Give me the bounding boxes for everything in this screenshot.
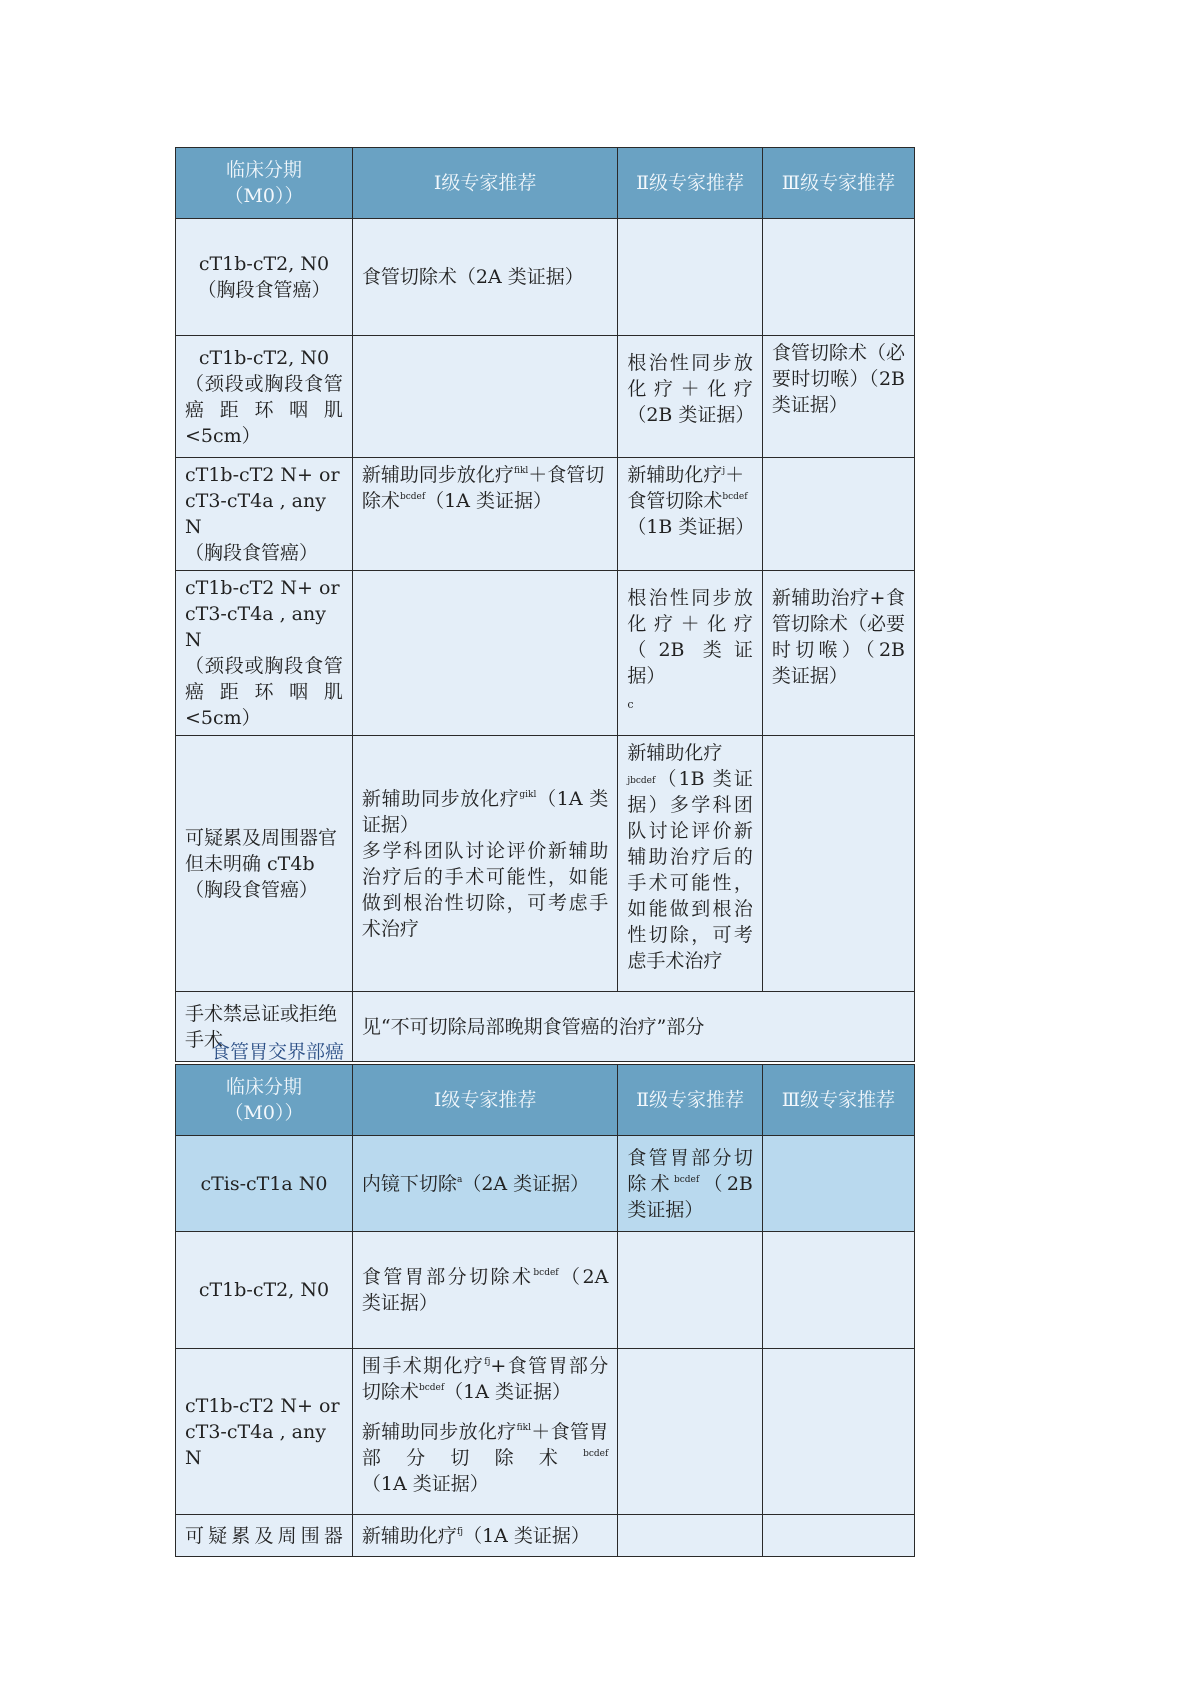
table-row: [176, 1136, 915, 1232]
stage-subtext: （颈段或胸段食管癌距环咽肌<5cm）: [185, 655, 343, 729]
header-level1: Ⅰ级专家推荐: [352, 1065, 617, 1136]
evidence-text: （2A 类证据）: [462, 1172, 590, 1195]
level3-cell: 食管切除术（必要时切喉）（2B 类证据）: [762, 336, 914, 458]
table-row: [176, 458, 915, 571]
level1-cell: 食管切除术（2A 类证据）: [352, 219, 617, 336]
rec-text: 新辅助同步放化疗: [361, 1421, 517, 1443]
rec-text: 新辅助化疗: [627, 742, 723, 764]
evidence-text: （1B 类证据）: [627, 516, 755, 538]
header-stage-line2: （M0））: [224, 1102, 304, 1124]
table-row: [176, 336, 915, 458]
stage-subtext: （胸段食管癌）: [185, 878, 319, 901]
section-title: 食管胃交界部癌: [211, 1041, 345, 1063]
level2-cell: [618, 1349, 763, 1515]
ref-sup: bcdef: [583, 1449, 609, 1459]
stage-cell: 手术禁忌证或拒绝手术: [176, 992, 353, 1062]
evidence-text: （1A 类证据）: [425, 490, 553, 512]
stage-text: cT1b-cT2 N+ or cT3-cT4a , any N: [185, 464, 340, 538]
ref-sup: a: [456, 1174, 463, 1185]
ref-sup: gikl: [519, 789, 537, 800]
header-stage-line2: （M0））: [224, 185, 304, 207]
ref-sup: fj: [456, 1526, 464, 1537]
recommendation-table-gej: [175, 1064, 915, 1557]
rec-text: 多学科团队讨论评价新辅助治疗后的手术可能性，如能做到根治性切除，可考虑手术治疗: [361, 839, 609, 940]
level1-cell: [352, 736, 617, 992]
stage-cell: [176, 336, 353, 458]
ref-sup: bcdef: [673, 1174, 700, 1185]
level2-cell: [618, 736, 763, 992]
header-level2: Ⅱ级专家推荐: [618, 148, 763, 219]
stage-cell: 可疑累及周围器: [176, 1515, 353, 1557]
level2-cell: [618, 219, 763, 336]
header-stage-line1: 临床分期: [225, 159, 302, 181]
stage-text: 可疑累及周围器官但未明确 cT4b: [185, 826, 338, 875]
stage-cell: [176, 571, 353, 736]
table-row: [176, 736, 915, 992]
stage-subtext: （颈段或胸段食管癌距环咽肌<5cm）: [185, 372, 343, 447]
rec-text: 新辅助同步放化疗: [361, 787, 520, 810]
level2-cell: [618, 1515, 763, 1557]
stage-text: cT1b-cT2 N+ or cT3-cT4a , any N: [185, 577, 340, 651]
ref-sup: fikl: [513, 466, 529, 476]
level2-cell: [618, 571, 763, 736]
level2-cell: [618, 1232, 763, 1349]
ref-sup: bcdef: [399, 492, 426, 502]
stage-text: cT1b-cT2, N0: [198, 253, 330, 275]
rec-text: （1B 类证据）多学科团队讨论评价新辅助治疗后的手术可能性，如能做到根治性切除，可考虑手术治疗: [627, 768, 753, 972]
ref-sup: fikl: [516, 1423, 531, 1433]
header-level3: Ⅲ级专家推荐: [762, 1065, 914, 1136]
table-row: [176, 219, 915, 336]
stage-subtext: （胸段食管癌）: [197, 279, 331, 301]
rec-text: +食管胃部分切除术: [361, 1355, 609, 1403]
level3-cell: [762, 736, 914, 992]
evidence-text: （1A 类证据）: [444, 1381, 572, 1403]
ref-sup: j: [722, 466, 726, 476]
level2-cell: 根治性同步放化疗＋化疗（2B 类证据）: [618, 336, 763, 458]
ref-sup: bcdef: [722, 492, 748, 502]
header-clinical-stage: [176, 1065, 353, 1136]
level1-cell: [352, 571, 617, 736]
stage-text: cT1b-cT2, N0: [198, 346, 330, 369]
level1-cell: [352, 1349, 617, 1515]
rec-text: 食管胃部分切除术: [361, 1266, 534, 1288]
table-row: [176, 1232, 915, 1349]
rec-text: ＋食管切除术: [627, 464, 745, 512]
rec-text: 新辅助化疗: [361, 1524, 457, 1547]
ref-note: c: [627, 698, 634, 711]
header-clinical-stage: [176, 148, 353, 219]
evidence-text: （2B 类证据）: [627, 1172, 753, 1221]
level1-cell: [352, 1136, 617, 1232]
stage-cell: cT1b-cT2 N+ or cT3-cT4a , any N: [176, 1349, 353, 1515]
ref-sup: jbcdef: [627, 776, 656, 786]
evidence-text: （2A 类证据）: [361, 1266, 609, 1314]
header-row: [176, 148, 915, 219]
table-row: [176, 571, 915, 736]
header-level3: Ⅲ级专家推荐: [762, 148, 914, 219]
table-row: [176, 1349, 915, 1515]
rec-text: ＋食管胃部分切除术: [361, 1421, 609, 1469]
level1-cell: [352, 458, 617, 571]
evidence-text: （1A 类证据）: [361, 1473, 489, 1495]
level3-cell: [762, 458, 914, 571]
level2-cell: [618, 458, 763, 571]
rec-text: ＋食管切除术: [361, 464, 605, 512]
stage-cell: [176, 736, 353, 992]
level1-cell: [352, 1232, 617, 1349]
table-row: [176, 1515, 915, 1557]
level3-cell: 新辅助治疗+食管切除术（必要时切喉）（2B 类证据）: [762, 571, 914, 736]
header-level1: Ⅰ级专家推荐: [352, 148, 617, 219]
level1-cell: [352, 1515, 617, 1557]
level3-cell: [762, 1232, 914, 1349]
rec-text: 新辅助化疗: [627, 464, 723, 486]
ref-sup: bcdef: [418, 1383, 445, 1393]
rec-text: 围手术期化疗: [361, 1355, 485, 1377]
header-stage-line1: 临床分期: [225, 1076, 302, 1098]
rec-text: 内镜下切除: [361, 1172, 457, 1195]
stage-subtext: （胸段食管癌）: [185, 542, 319, 564]
stage-cell: cT1b-cT2, N0: [176, 1232, 353, 1349]
level3-cell: [762, 219, 914, 336]
stage-cell: [176, 219, 353, 336]
level2-cell: [618, 1136, 763, 1232]
ref-sup: bcdef: [533, 1268, 559, 1278]
stage-cell: [176, 458, 353, 571]
level3-cell: [762, 1349, 914, 1515]
rec-text: 根治性同步放化疗＋化疗（2B 类证据）: [627, 587, 753, 687]
evidence-text: （1A 类证据）: [361, 787, 609, 836]
header-row: [176, 1065, 915, 1136]
header-level2: Ⅱ级专家推荐: [618, 1065, 763, 1136]
evidence-text: （1A 类证据）: [463, 1524, 590, 1547]
level3-cell: [762, 1515, 914, 1557]
recommendation-table-thoracic: [175, 147, 915, 1062]
stage-cell: cTis-cT1a N0: [176, 1136, 353, 1232]
ref-sup: fj: [484, 1357, 491, 1367]
rec-text: 食管胃部分切除术: [627, 1146, 753, 1195]
level1-cell: 见“不可切除局部晚期食管癌的治疗”部分: [352, 992, 914, 1062]
level3-cell: [762, 1136, 914, 1232]
level1-cell: [352, 336, 617, 458]
rec-text: 新辅助同步放化疗: [361, 464, 514, 486]
